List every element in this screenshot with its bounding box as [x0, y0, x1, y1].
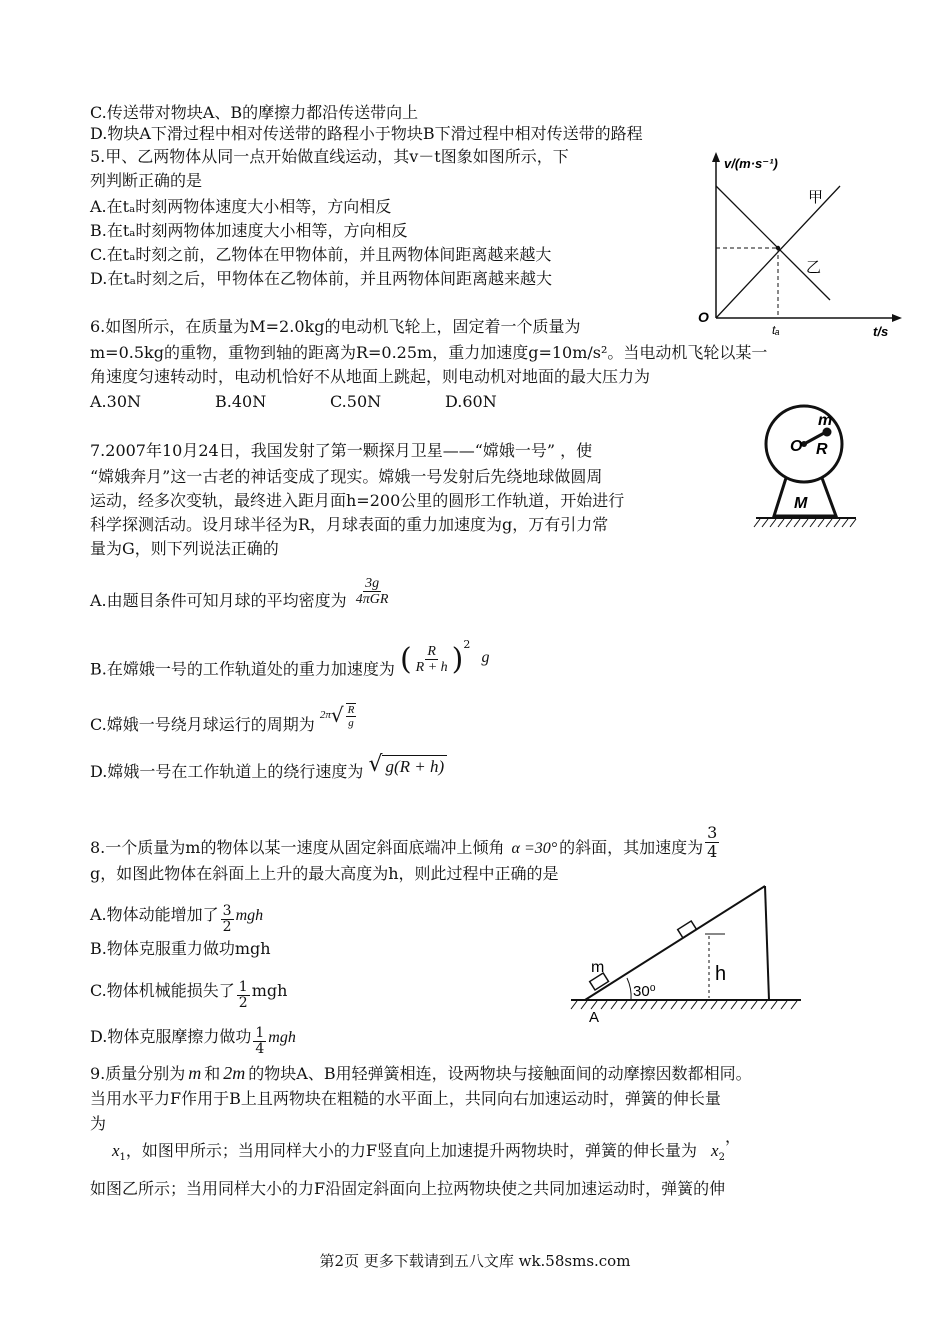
- q8-label-angle: 30⁰: [633, 983, 656, 1000]
- q5-label-jia: 甲: [808, 189, 824, 206]
- q7-option-b-fraction: $\frac{R}{R + h}$: [415, 644, 448, 676]
- q5-vt-graph: [690, 150, 905, 340]
- q7-stem-line5: 量为G，则下列说法正确的: [90, 539, 279, 558]
- q6-option-d: D.60N: [445, 392, 497, 411]
- q7-option-a-fraction: $\frac{3g}{\text{4πGR}}$: [355, 576, 389, 607]
- q7-option-d-text: D.嫦娥一号在工作轨道上的绕行速度为: [90, 762, 364, 781]
- q7-option-c: C.嫦娥一号绕月球运行的周期为 $^{2\pi}$√ $\frac{R}{g}$: [90, 703, 355, 734]
- q7-stem-line1: 7.2007年10月24日，我国发射了第一颗探月卫星——“嫦娥一号” ，使: [90, 441, 593, 460]
- page-footer: 第2页 更多下载请到五八文库 wk.58sms.com: [319, 1252, 631, 1270]
- q8-stem-line1: 8.一个质量为m的物体以某一速度从固定斜面底端冲上倾角 α =30° 的斜面，其加速度为 $\frac{3}{4}$: [90, 823, 718, 861]
- q7-stem-line2: “嫦娥奔月”这一古老的神话变成了现实。嫦娥一号发射后先绕地球做圆周: [90, 467, 603, 486]
- q8-option-d: D.物体克服摩擦力做功 $\frac{1}{4}$ mgh: [90, 1025, 296, 1057]
- q5-stem-line2: 列判断正确的是: [90, 171, 203, 190]
- q8-angle-alpha: α =30°: [511, 840, 558, 857]
- q7-option-a: [90, 576, 392, 617]
- q5-stem-line1: 5.甲、乙两物体从同一点开始做直线运动，其v－t图象如图所示，下: [90, 147, 569, 166]
- q7-option-c-fraction: $\frac{R}{g}$: [347, 703, 355, 729]
- q6-option-a: A.30N: [90, 392, 141, 411]
- q8-option-b: B.物体克服重力做功mgh: [90, 939, 271, 958]
- q6-label-r: R: [816, 441, 828, 458]
- q9-stem-line5: 如图乙所示；当用同样大小的力F沿固定斜面向上拉两物块使之共同加速运动时，弹簧的伸: [90, 1179, 726, 1198]
- q7-option-b-text: B.在嫦娥一号的工作轨道处的重力加速度为: [90, 659, 395, 679]
- q7-option-a-text: A.由题目条件可知月球的平均密度为: [90, 591, 347, 610]
- q6-label-m: m: [818, 412, 833, 429]
- q9-stem-line4: $x_1$，如图甲所示；当用同样大小的力F竖直向上加速提升两物块时，弹簧的伸长量为 $x_2$，: [112, 1127, 741, 1164]
- q9-stem-line1: 9.质量分别为 m 和 2m 的物块A、B用轻弹簧相连，设两物块与接触面间的动摩擦因数都相同。: [90, 1063, 752, 1083]
- q9-stem-line2: 当用水平力F作用于B上且两物块在粗糙的水平面上，共同向右加速运动时，弹簧的伸长量: [90, 1089, 721, 1108]
- q5-xlabel: t/s: [873, 324, 889, 339]
- q5-ta-label: tₐ: [772, 323, 780, 337]
- q5-option-c: C.在tₐ时刻之前，乙物体在甲物体前，并且两物体间距离越来越大: [90, 245, 552, 264]
- q8-label-m: m: [591, 959, 605, 976]
- q4-option-d: D.物块A下滑过程中相对传送带的路程小于物块B下滑过程中相对传送带的路程: [90, 124, 643, 143]
- q8-option-c: C.物体机械能损失了 $\frac{1}{2}$ mgh: [90, 979, 288, 1011]
- q6-option-b: B.40N: [215, 392, 267, 411]
- q6-stem-line3: 角速度匀速转动时，电动机恰好不从地面上跳起，则电动机对地面的最大压力为: [90, 367, 651, 386]
- q6-stem-line1: 6.如图所示，在质量为M=2.0kg的电动机飞轮上，固定着一个质量为: [90, 317, 581, 336]
- q4-option-c: C.传送带对物块A、B的摩擦力都沿传送带向上: [90, 103, 419, 122]
- q6-option-c: C.50N: [330, 392, 382, 411]
- q5-option-b: B.在tₐ时刻两物体加速度大小相等，方向相反: [90, 221, 408, 240]
- q7-stem-line3: 运动，经多次变轨，最终进入距月面h=200公里的圆形工作轨道，开始进行: [90, 491, 625, 510]
- q7-option-c-text: C.嫦娥一号绕月球运行的周期为: [90, 715, 315, 734]
- q8-option-a: A.物体动能增加了 $\frac{3}{2}$ mgh: [90, 903, 264, 935]
- q7-option-b: B.在嫦娥一号的工作轨道处的重力加速度为 ( $\frac{R}{R + h}$ )$^2$ g: [90, 638, 490, 679]
- q8-incline-figure: [565, 880, 805, 1030]
- q6-label-bigm: M: [794, 495, 808, 512]
- q5-origin: O: [698, 309, 709, 325]
- q8-stem-line2: g，如图此物体在斜面上上升的最大高度为h，则此过程中正确的是: [90, 864, 559, 883]
- q6-stem-line2: m=0.5kg的重物，重物到轴的距离为R=0.25m，重力加速度g=10m/s²。当电动机飞轮以某一: [90, 343, 768, 362]
- q6-label-o: O: [790, 438, 803, 455]
- q5-option-d: D.在tₐ时刻之后，甲物体在乙物体前，并且两物体间距离越来越大: [90, 269, 552, 288]
- q8-acceleration-fraction: $\frac{3}{4}$: [707, 823, 718, 861]
- q7-stem-line4: 科学探测活动。设月球半径为R，月球表面的重力加速度为g，万有引力常: [90, 515, 609, 534]
- q7-option-d: D.嫦娥一号在工作轨道上的绕行速度为 √ g(R + h): [90, 760, 447, 784]
- q8-label-h: h: [715, 963, 727, 985]
- q6-flywheel-figure: [752, 398, 862, 548]
- q5-ylabel: v/(m·s⁻¹): [724, 156, 778, 171]
- q5-option-a: A.在tₐ时刻两物体速度大小相等，方向相反: [90, 197, 392, 216]
- q8-label-a: A: [589, 1009, 600, 1026]
- q5-label-yi: 乙: [806, 259, 822, 276]
- q9-stem-line3: 为: [90, 1114, 107, 1133]
